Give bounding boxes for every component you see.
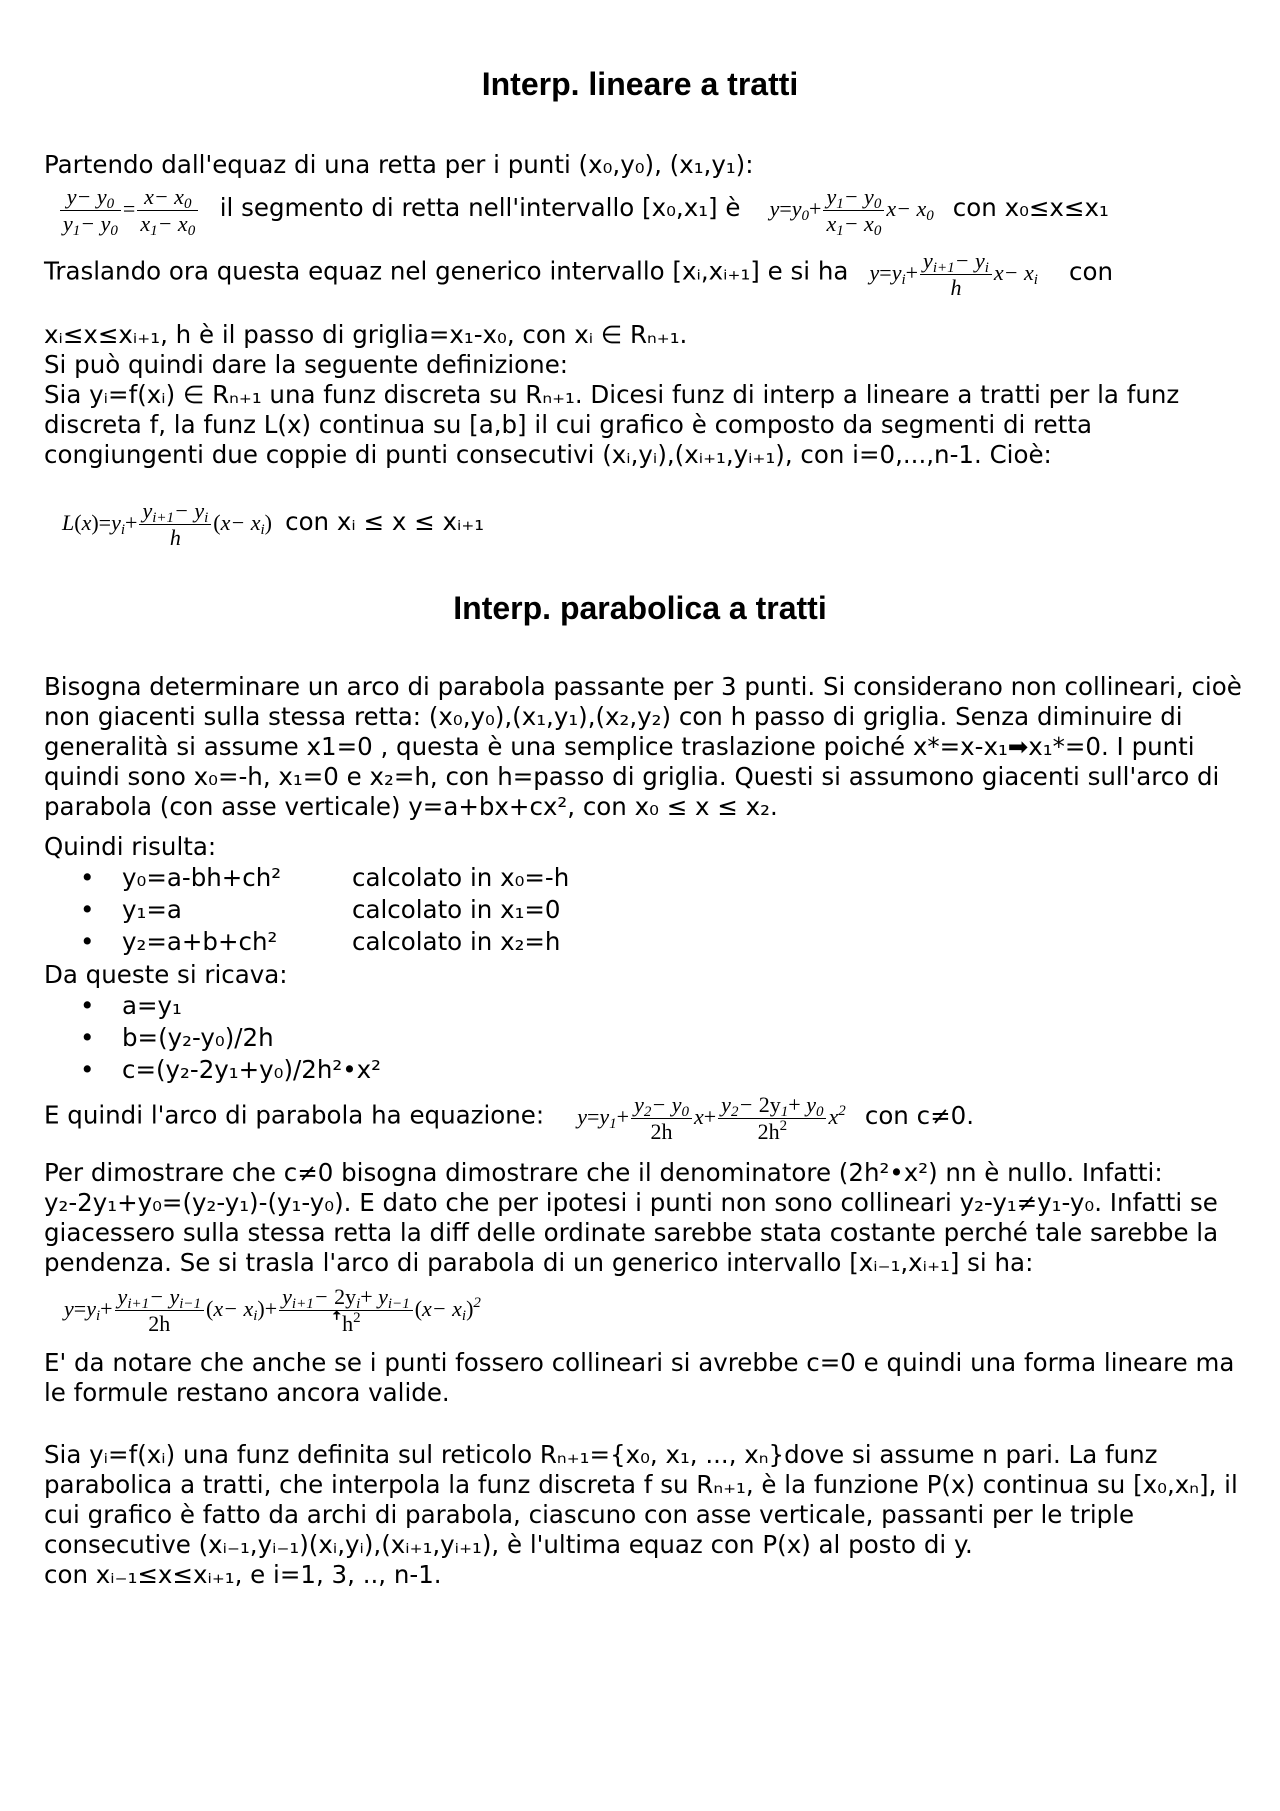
system-list xyxy=(44,862,744,958)
parabolic-p2: Per dimostrare che c≠0 bisogna dimostrare che il denominatore (2h²•x²) nn è nullo. Infatti: y₂-2y₁+y₀=(y₂-y₁)-(y₁-y₀). E dato che per ipotesi i punti non sono collineari y₂-y₁≠y₁-y₀. Infatti se giacessero sulla stessa retta la diff delle ordinate sarebbe stata costante perché tale sarebbe la pendenza. Se si trasla l'arco di parabola di un generico intervallo [xᵢ₋₁,xᵢ₊₁] si ha: xyxy=(44,1158,1219,1277)
parabolic-p1: Bisogna determinare un arco di parabola passante per 3 punti. Si considerano non collineari, cioè non giacenti sulla stessa retta: (x₀,y₀),(x₁,y₁),(x₂,y₂) con h passo di griglia. Senza diminuire di generalità si assume x1=0 , questa è una semplice traslazione poiché x*=x-x₁➡x₁*=0. I punti quindi sono x₀=-h, x₁=0 e x₂=h, con h=passo di griglia. Questi si assumono giacenti sull'arco di parabola (con asse verticale) y=a+bx+cx², con x₀ ≤ x ≤ x₂. xyxy=(44,672,1242,821)
translate-con: con xyxy=(1069,256,1114,286)
arc-row xyxy=(44,1092,974,1145)
grid-line: xᵢ≤x≤xᵢ₊₁, h è il passo di griglia=x₁-x₀, con xᵢ ∈ Rₙ₊₁. xyxy=(44,320,688,349)
list-item: • y₂=a+b+ch² calcolato in x₂=h xyxy=(44,926,744,958)
arc-equation: $y=y_1+$ $\frac{y_2- y_0}{2h}$ x+ $\frac{y_2- 2y_1+ y_0}{2h^2}$ $x^2$ xyxy=(577,1092,846,1144)
general-arc-equation: $y=y_i+$ $\frac{y_{i+1}- y_{i-1}}{2h}$ $(x- x_i)+$ $\frac{y_{i+1}- 2y_i+ y_{i-1}}{ꜛh^2}$ $(x- x_i)^2$ xyxy=(64,1284,481,1336)
arc-text: E quindi l'arco di parabola ha equazione: xyxy=(44,1100,545,1130)
parabolic-p4: Sia yᵢ=f(xᵢ) una funz definita sul reticolo Rₙ₊₁={x₀, x₁, ..., xₙ}dove si assume n pari. La funz parabolica a tratti, che interpola la funz discreta f su Rₙ₊₁, è la funzione P(x) continua su [x₀,xₙ], il cui grafico è fatto da archi di parabola, ciascuno con asse verticale, passanti per le triple consecutive (xᵢ₋₁,yᵢ₋₁)(xᵢ,yᵢ),(xᵢ₊₁,yᵢ₊₁), è l'ultima equaz con P(x) al posto di y. xyxy=(44,1440,1238,1559)
list-item: • b=(y₂-y₀)/2h xyxy=(44,1022,744,1054)
L-equation: $L(x)=y_i+$ $\frac{y_{i+1}- y_i}{h}$ $(x- x_i)$ xyxy=(62,498,272,550)
title-linear: Interp. lineare a tratti xyxy=(481,66,799,102)
parabolic-p3: E' da notare che anche se i punti fossero collineari si avrebbe c=0 e quindi una forma lineare ma le formule restano ancora valide. xyxy=(44,1348,1235,1407)
definition-intro: Si può quindi dare la seguente definizione: xyxy=(44,350,569,379)
L-cond: con xᵢ ≤ x ≤ xᵢ₊₁ xyxy=(285,506,485,536)
coeff-list xyxy=(44,990,744,1086)
definition-text: Sia yᵢ=f(xᵢ) ∈ Rₙ₊₁ una funz discreta su Rₙ₊₁. Dicesi funz di interp a lineare a tratti per la funz discreta f, la funz L(x) continua su [a,b] il cui grafico è composto da segmenti di retta congiungenti due coppie di punti consecutivi (xᵢ,yᵢ),(xᵢ₊₁,yᵢ₊₁), con i=0,...,n-1. Cioè: xyxy=(44,380,1180,469)
segment-text: il segmento di retta nell'intervallo [x₀,x₁] è xyxy=(219,192,741,222)
general-arc-row xyxy=(64,1284,481,1337)
linear-eq-row xyxy=(58,184,1109,244)
list-item: • y₀=a-bh+ch² calcolato in x₀=-h xyxy=(44,862,744,894)
list-item: • y₁=a calcolato in x₁=0 xyxy=(44,894,744,926)
list-item: • c=(y₂-2y₁+y₀)/2h²•x² xyxy=(44,1054,744,1086)
arc-cond: con c≠0. xyxy=(864,1100,974,1130)
linear-intro: Partendo dall'equaz di una retta per i punti (x₀,y₀), (x₁,y₁): xyxy=(44,150,754,179)
translate-text: Traslando ora questa equaz nel generico intervallo [xᵢ,xᵢ₊₁] e si ha xyxy=(44,256,849,286)
quindi-risulta: Quindi risulta: xyxy=(44,832,217,861)
da-queste: Da queste si ricava: xyxy=(44,960,288,989)
line-equation: $\frac{y- y_0}{y_1- y_0}$ = $\frac{x- x_0}{x_1- x_0}$ xyxy=(58,196,206,221)
translate-row xyxy=(44,248,1113,301)
segment-equation: $y=y_0+$ $\frac{y_1- y_0}{x_1- x_0}$ $x- x_0$ xyxy=(769,184,934,239)
L-equation-row xyxy=(62,498,484,551)
parabolic-p5: con xᵢ₋₁≤x≤xᵢ₊₁, e i=1, 3, .., n-1. xyxy=(44,1560,442,1589)
title-parabolic: Interp. parabolica a tratti xyxy=(453,590,827,626)
translate-equation: $y=y_i+$ $\frac{y_{i+1}- y_i}{h}$ $x- x_i$ xyxy=(869,248,1038,300)
list-item: • a=y₁ xyxy=(44,990,744,1022)
segment-cond: con x₀≤x≤x₁ xyxy=(952,192,1109,222)
